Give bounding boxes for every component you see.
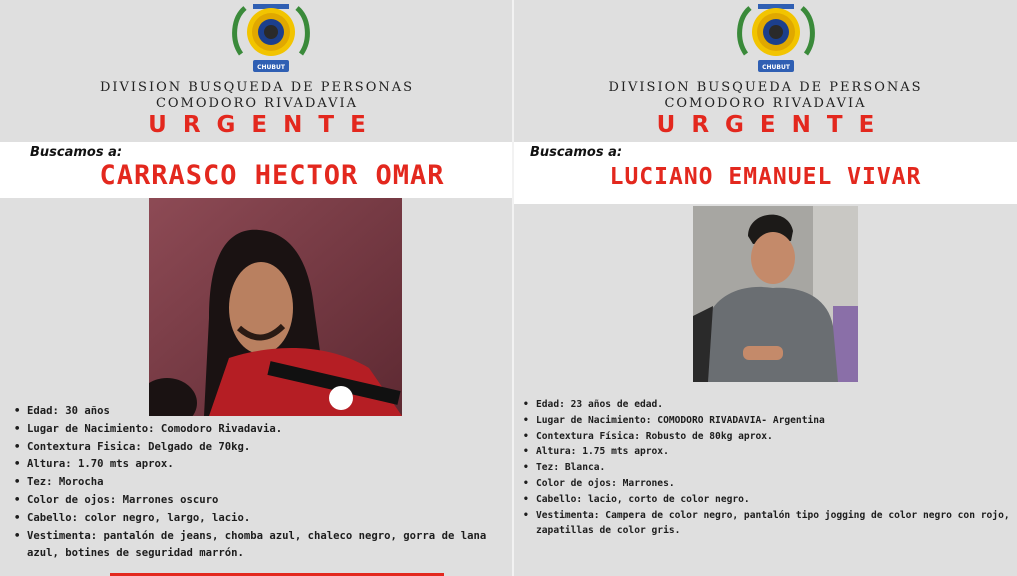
detail-hair: • Cabello: color negro, largo, lacio. bbox=[14, 510, 512, 528]
person-name: CARRASCO HECTOR OMAR bbox=[99, 160, 445, 191]
detail-age: • Edad: 30 años bbox=[14, 403, 512, 421]
detail-complexion: • Tez: Morocha bbox=[14, 474, 512, 492]
detail-age: • Edad: 23 años de edad. bbox=[523, 397, 1017, 413]
seal-label: CHUBUT bbox=[762, 64, 790, 71]
org-line-1: DIVISION BUSQUEDA DE PERSONAS bbox=[608, 80, 923, 95]
urgent-heading: URGENTE bbox=[656, 112, 891, 138]
person-name: LUCIANO EMANUEL VIVAR bbox=[609, 164, 922, 190]
missing-person-poster-right bbox=[514, 0, 1017, 576]
org-line-1: DIVISION BUSQUEDA DE PERSONAS bbox=[99, 80, 415, 95]
detail-hair: • Cabello: lacio, corto de color negro. bbox=[523, 492, 1017, 508]
detail-height: • Altura: 1.75 mts aprox. bbox=[523, 444, 1017, 460]
detail-clothing: • Vestimenta: pantalón de jeans, chomba azul, chaleco negro, gorra de lana azul, botines de seguridad marrón. bbox=[14, 528, 512, 564]
seal-label: CHUBUT bbox=[257, 64, 285, 71]
org-line-2: COMODORO RIVADAVIA bbox=[664, 96, 867, 111]
name-banner bbox=[514, 142, 1017, 204]
chubut-seal-icon bbox=[734, 2, 818, 76]
detail-complexion: • Tez: Blanca. bbox=[523, 460, 1017, 476]
detail-clothing: • Vestimenta: Campera de color negro, pantalón tipo jogging de color negro con rojo, zapatillas de color gris. bbox=[523, 508, 1017, 540]
org-line-2: COMODORO RIVADAVIA bbox=[155, 96, 359, 111]
detail-build: • Contextura Fisica: Delgado de 70kg. bbox=[14, 439, 512, 457]
urgent-heading: URGENTE bbox=[148, 112, 382, 138]
person-photo bbox=[693, 206, 858, 382]
detail-eye-color: • Color de ojos: Marrones. bbox=[523, 476, 1017, 492]
buscamos-label: Buscamos a: bbox=[530, 145, 623, 160]
details-list bbox=[523, 397, 1017, 539]
details-list bbox=[14, 403, 512, 563]
detail-build: • Contextura Física: Robusto de 80kg aprox. bbox=[523, 429, 1017, 445]
chubut-seal-icon bbox=[229, 2, 313, 76]
name-banner bbox=[0, 142, 514, 198]
detail-birthplace: • Lugar de Nacimiento: Comodoro Rivadavia. bbox=[14, 421, 512, 439]
buscamos-label: Buscamos a: bbox=[30, 145, 123, 160]
person-photo bbox=[149, 198, 402, 416]
detail-birthplace: • Lugar de Nacimiento: COMODORO RIVADAVIA- Argentina bbox=[523, 413, 1017, 429]
detail-eye-color: • Color de ojos: Marrones oscuro bbox=[14, 492, 512, 510]
detail-height: • Altura: 1.70 mts aprox. bbox=[14, 456, 512, 474]
